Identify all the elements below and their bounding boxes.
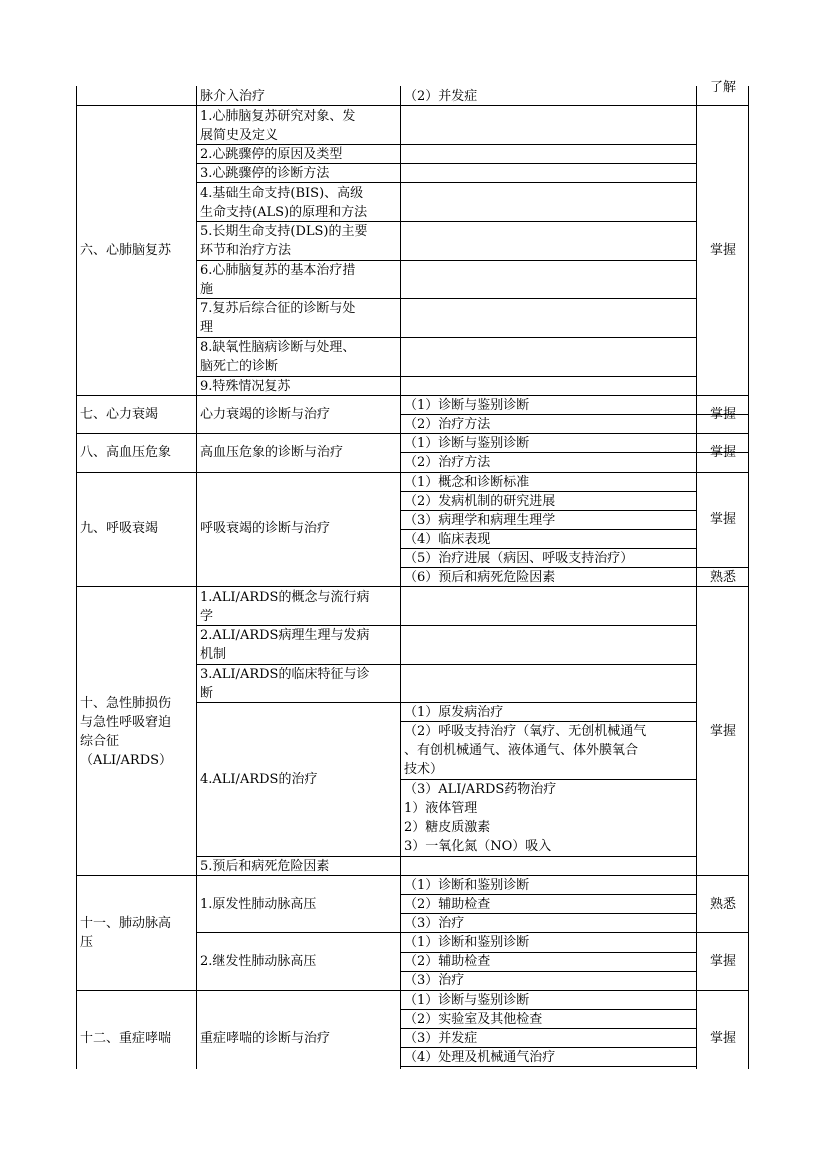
category-cell: 六、心肺脑复苏	[80, 243, 172, 258]
subtopic-cell: （3）治疗	[404, 916, 465, 931]
topic-cell: 高血压危象的诊断与治疗	[200, 445, 344, 460]
level-cell: 掌握	[709, 954, 736, 969]
subtopic-cell: （4）临床表现	[404, 532, 491, 547]
topic-cell: 理	[200, 320, 214, 335]
topic-cell: 1.心肺脑复苏研究对象、发	[200, 109, 356, 124]
category-cell: （ALI/ARDS）	[80, 753, 173, 768]
level-cell-cropped	[697, 78, 748, 96]
topic-cell: 环节和治疗方法	[200, 243, 292, 258]
subtopic-cell: （2）治疗方法	[404, 417, 491, 432]
topic-cell: 3.心跳骤停的诊断方法	[200, 166, 330, 181]
subtopic-cell: （2）实验室及其他检查	[404, 1012, 543, 1027]
subtopic-cell: （5）治疗进展（病因、呼吸支持治疗）	[404, 551, 634, 566]
topic-cell: 5.长期生命支持(DLS)的主要	[200, 224, 368, 239]
level-cell: 掌握	[709, 1031, 736, 1046]
subtopic-cell: （3）ALI/ARDS药物治疗	[404, 782, 557, 797]
topic-cell: 机制	[200, 647, 227, 662]
subtopic-cell: 2）糖皮质激素	[404, 820, 491, 835]
subtopic-cell: （1）诊断与鉴别诊断	[404, 436, 530, 451]
subtopic-cell: （3）治疗	[404, 973, 465, 988]
topic-cell: 生命支持(ALS)的原理和方法	[200, 205, 368, 220]
subtopic-cell: 3）一氧化氮（NO）吸入	[404, 839, 552, 854]
topic-cell: 4.基础生命支持(BIS)、高级	[200, 186, 364, 201]
subtopic-cell: （1）诊断和鉴别诊断	[404, 935, 530, 950]
topic-cell: 重症哮喘的诊断与治疗	[200, 1031, 331, 1046]
topic-cell: 学	[200, 609, 214, 624]
topic-cell: 1.原发性肺动脉高压	[200, 897, 317, 912]
subtopic-cell: 技术）	[404, 762, 444, 777]
subtopic-cell: （3）病理学和病理生理学	[404, 513, 556, 528]
border-col3	[400, 86, 401, 1069]
topic-cell: 脉介入治疗	[200, 89, 266, 104]
level-cell: 掌握	[709, 407, 736, 422]
topic-cell: 3.ALI/ARDS的临床特征与诊	[200, 667, 370, 682]
topic-cell: 4.ALI/ARDS的治疗	[200, 772, 318, 787]
subtopic-cell: （1）诊断和鉴别诊断	[404, 878, 530, 893]
topic-cell: 心力衰竭的诊断与治疗	[200, 407, 331, 422]
subtopic-cell: 、有创机械通气、液体通气、体外膜氧合	[404, 743, 639, 758]
category-cell: 十、急性肺损伤	[80, 696, 172, 711]
subtopic-cell: （1）诊断与鉴别诊断	[404, 993, 530, 1008]
topic-cell: 9.特殊情况复苏	[200, 379, 291, 394]
topic-cell: 6.心肺脑复苏的基本治疗措	[200, 263, 356, 278]
topic-cell: 施	[200, 282, 214, 297]
subtopic-cell: （2）并发症	[404, 89, 478, 104]
topic-cell: 8.缺氧性脑病诊断与处理、	[200, 340, 356, 355]
subtopic-cell: （2）发病机制的研究进展	[404, 494, 556, 509]
level-cell: 掌握	[709, 445, 736, 460]
category-cell: 七、心力衰竭	[80, 407, 159, 422]
level-cell: 了解	[709, 80, 736, 95]
border-col2	[196, 86, 197, 1069]
level-cell: 熟悉	[709, 897, 736, 912]
level-cell: 掌握	[709, 724, 736, 739]
category-cell: 十二、重症哮喘	[80, 1031, 172, 1046]
subtopic-cell: （2）治疗方法	[404, 455, 491, 470]
topic-cell: 2.心跳骤停的原因及类型	[200, 147, 343, 162]
subtopic-cell: （1）诊断与鉴别诊断	[404, 398, 530, 413]
topic-cell: 展简史及定义	[200, 128, 279, 143]
topic-cell: 脑死亡的诊断	[200, 359, 279, 374]
subtopic-cell: （1）原发病治疗	[404, 705, 504, 720]
border-left	[76, 86, 77, 1069]
topic-cell: 呼吸衰竭的诊断与治疗	[200, 521, 331, 536]
category-cell: 综合征	[80, 734, 120, 749]
subtopic-cell: （2）辅助检查	[404, 954, 491, 969]
level-cell: 掌握	[709, 243, 736, 258]
topic-cell: 7.复苏后综合征的诊断与处	[200, 301, 356, 316]
topic-cell: 5.预后和病死危险因素	[200, 859, 330, 874]
subtopic-cell: （2）辅助检查	[404, 897, 491, 912]
topic-cell: 2.继发性肺动脉高压	[200, 954, 317, 969]
category-cell: 十一、肺动脉高	[80, 916, 172, 931]
category-cell: 九、呼吸衰竭	[80, 521, 159, 536]
level-cell: 熟悉	[709, 570, 736, 585]
topic-cell: 2.ALI/ARDS病理生理与发病	[200, 628, 370, 643]
subtopic-cell: （2）呼吸支持治疗（氧疗、无创机械通气	[404, 724, 647, 739]
category-cell: 压	[80, 935, 94, 950]
subtopic-cell: （3）并发症	[404, 1031, 478, 1046]
subtopic-cell: （4）处理及机械通气治疗	[404, 1050, 556, 1065]
subtopic-cell: 1）液体管理	[404, 801, 478, 816]
subtopic-cell: （1）概念和诊断标准	[404, 475, 530, 490]
category-cell: 与急性呼吸窘迫	[80, 715, 172, 730]
subtopic-cell: （6）预后和病死危险因素	[404, 570, 556, 585]
category-cell: 八、高血压危象	[80, 445, 172, 460]
topic-cell: 断	[200, 686, 214, 701]
topic-cell: 1.ALI/ARDS的概念与流行病	[200, 590, 370, 605]
level-cell: 掌握	[709, 512, 736, 527]
